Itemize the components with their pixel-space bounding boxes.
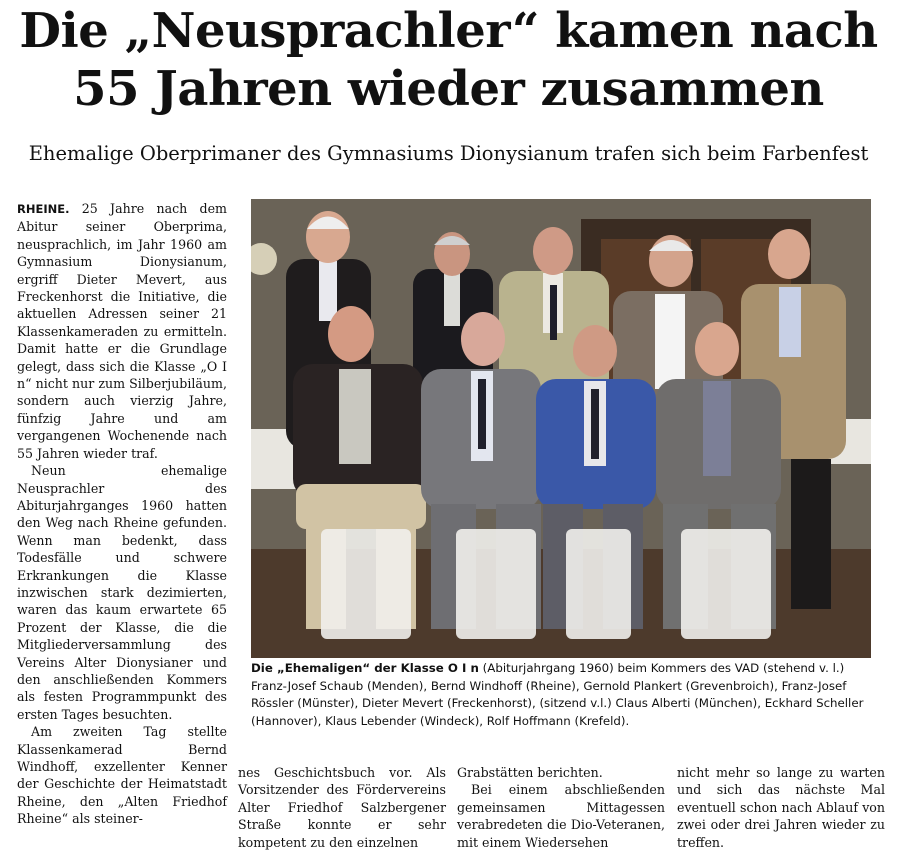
paragraph-1-text: 25 Jahre nach dem Abitur seiner Oberprima, neusprachlich, im Jahr 1960 am Gymnasium Dionysianum, ergriff Dieter Mevert, aus Freckenhorst die Initiative, die aktuellen Adressen seiner 21 Klassenkameraden zu ermitteln. Damit hatte er die Grundlage gelegt, dass sich die Klasse „O I n“ nicht nur zum Silberjubiläum, sondern auch vierzig Jahre, fünfzig Jahre und am vergangenen Wochenende nach 55 Jahren wieder traf. xyxy=(17,201,227,461)
caption-text: (Abiturjahrgang 1960) beim Kommers des VAD (stehend v. l.) Franz-Josef Schaub (Menden), Bernd Windhoff (Rheine), Gernold Plankert (Grevenbroich), Franz-Josef Rössler (Münster), Dieter Mevert (Freckenhorst), (sitzend v.l.) Claus Alberti (München), Eckhard Scheller (Hannover), Klaus Lebender (Windeck), Rolf Hoffmann (Krefeld). xyxy=(251,661,864,728)
column-4 xyxy=(677,764,885,851)
paragraph-2: Neun ehemalige Neusprachler des Abiturjahrganges 1960 hatten den Weg nach Rheine gefunden. Wenn man bedenkt, dass Todesfälle und schwere Erkrankungen die Klasse inzwischen stark dezimierten, waren das kaum erwartete 65 Prozent der Klasse, die die Mitgliederversammlung des Vereins Alter Dionysianer und den anschließenden Kommers als festen Programmpunkt des ersten Tages besuchten. xyxy=(17,463,227,722)
column-3 xyxy=(457,764,665,851)
column-1 xyxy=(17,200,227,828)
headline-line-2: 55 Jahren wieder zusammen xyxy=(73,61,824,117)
paragraph-3-part-2: nes Geschichtsbuch vor. Als Vorsitzender des Fördervereins Alter Friedhof Salzbergener Straße konnte er sehr kompetent zu den einzelnen xyxy=(238,765,446,850)
headline xyxy=(0,2,897,118)
paragraph-3-part-1: Am zweiten Tag stellte Klassenkamerad Bernd Windhoff, exzellenter Kenner der Geschichte der Heimatstadt Rheine, den „Alten Friedhof Rheine“ als steiner- xyxy=(17,724,227,827)
column-2 xyxy=(238,764,446,851)
group-photo xyxy=(251,199,871,658)
dateline: RHEINE. xyxy=(17,202,70,216)
photo-caption xyxy=(251,660,877,730)
subheadline: Ehemalige Oberprimaner des Gymnasiums Dionysianum trafen sich beim Farbenfest xyxy=(28,142,869,165)
paragraph-1 xyxy=(17,200,227,462)
paragraph-4-part-2: nicht mehr so lange zu warten und sich das nächste Mal eventuell schon nach Ablauf von zwei oder drei Jahren wieder zu treffen. xyxy=(677,765,885,850)
paragraph-3-part-3: Grabstätten berichten. xyxy=(457,765,603,780)
headline-line-1: Die „Neusprachler“ kamen nach xyxy=(19,3,878,59)
caption-lead: Die „Ehemaligen“ der Klasse O I n xyxy=(251,661,479,675)
group-photo-illustration xyxy=(251,199,871,658)
paragraph-4-part-1: Bei einem abschließenden gemeinsamen Mittagessen verabredeten die Dio-Veteranen, mit einem Wiedersehen xyxy=(457,782,665,850)
